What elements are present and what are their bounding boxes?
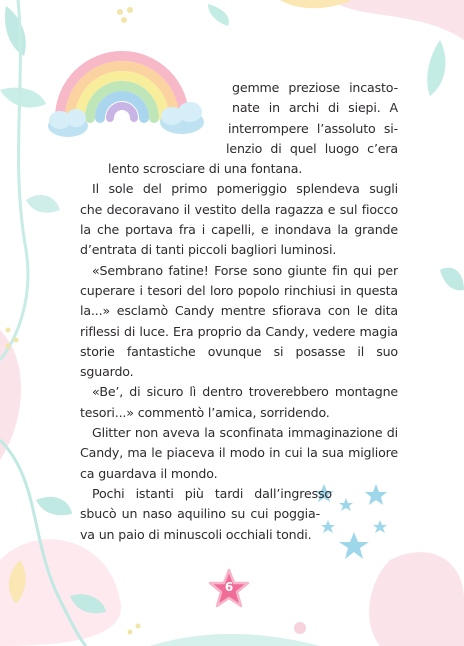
text-line: «Sembrano fatine! Forse sono giunte fin qui per — [92, 262, 398, 278]
text-line: va un paio di minuscoli occhiali tondi. — [80, 526, 312, 542]
leaf-decoration — [440, 268, 464, 291]
text-line: Pochi istanti più tardi dall’ingresso — [92, 485, 332, 501]
text-line: interrompere l’assoluto si- — [228, 120, 398, 136]
leaf-decoration — [5, 6, 26, 56]
text-line: riflessi di luce. Era proprio da Candy, vedere magia — [80, 323, 398, 339]
leaf-decoration — [427, 40, 445, 96]
text-line: cuperare i tesori del loro popolo rinchiusi in questa — [80, 282, 398, 298]
text-line: Glitter non aveva la sconfinata immaginazione di — [92, 425, 398, 441]
text-line: lento scrosciare di una fontana. — [108, 161, 303, 177]
text-line: sbucò un naso aquilino su cui poggia- — [80, 506, 320, 522]
pink-blob-top-right — [330, 0, 464, 40]
leaf-decoration — [0, 88, 46, 108]
text-line: la...» esclamò Candy mentre sfiorava con le dita — [80, 303, 398, 319]
leaf-decoration — [36, 497, 72, 515]
leaf-decoration — [208, 4, 229, 26]
dot-decoration — [294, 622, 306, 634]
text-line: che decoravano il vestito della ragazza e sul fiocco — [80, 201, 398, 217]
page-number: 6 — [224, 580, 234, 594]
story-text — [80, 78, 398, 545]
text-line: «Be’, di sicuro lì dentro troverebbero montagne — [92, 384, 398, 400]
text-line: Candy, ma le piaceva il modo in cui la sua migliore — [80, 445, 398, 461]
bottom-wave — [150, 634, 320, 646]
text-line: nate in archi di siepi. A — [232, 100, 398, 116]
text-line: tesori...» commentò l’amica, sorridendo. — [80, 404, 330, 420]
text-line: sguardo. — [80, 364, 134, 380]
text-line: lenzio di quel luogo c’era — [226, 140, 398, 156]
text-line: la che portava fra i capelli, e inondava la grande — [80, 222, 398, 238]
text-line: ca guardava il mondo. — [80, 465, 218, 481]
leaf-decoration — [26, 195, 60, 213]
text-line: d’entrata di tanti piccoli bagliori luminosi. — [80, 242, 337, 258]
text-line: storie fantastiche ovunque si posasse il suo — [80, 343, 398, 359]
text-line: gemme preziose incasto- — [232, 80, 398, 95]
pink-blob-left — [0, 330, 21, 460]
text-line: Il sole del primo pomeriggio splendeva sugli — [92, 181, 398, 197]
